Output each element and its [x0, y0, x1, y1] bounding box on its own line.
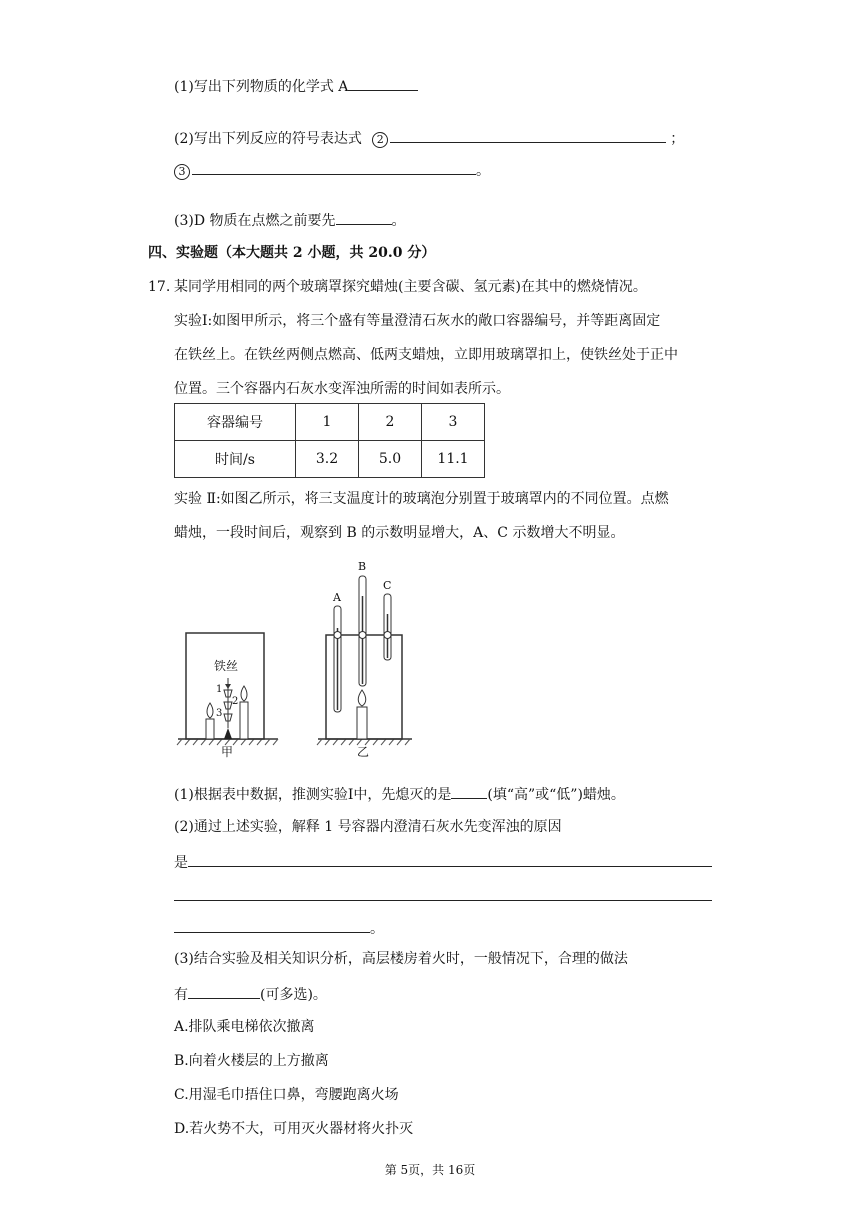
q17-sub2-answer-blank-2[interactable]	[174, 886, 712, 901]
section-header: 四、实验题（本大题共 2 小题，共 20.0 分）	[148, 245, 436, 261]
q17-sub2-line3	[174, 886, 712, 906]
thermometer-label-c: C	[383, 579, 392, 592]
q17-intro: 某同学用相同的两个玻璃罩探究蜡烛(主要含碳、氢元素)在其中的燃烧情况。	[174, 279, 647, 295]
q17-sub1-answer-blank[interactable]	[451, 784, 487, 799]
table-cell: 3	[422, 404, 485, 441]
q17-sub2-line1: (2)通过上述实验，解释 1 号容器内澄清石灰水先变浑浊的原因	[174, 819, 562, 835]
q17-sub2-prefix: 是	[174, 855, 188, 871]
table-cell: 11.1	[422, 441, 485, 478]
q17-number: 17.	[148, 279, 171, 295]
table-row	[175, 404, 485, 441]
q16-part3	[174, 210, 406, 230]
q16-part3-text: (3)D 物质在点燃之前要先	[174, 213, 336, 229]
q16-part3-answer-blank[interactable]	[336, 210, 392, 225]
container-label-3: 3	[216, 708, 223, 719]
table-cell: 3.2	[296, 441, 359, 478]
table-row	[175, 441, 485, 478]
q16-part2-line2	[174, 160, 490, 180]
q17-sub3-prefix: 有	[174, 987, 188, 1003]
experiment-figure	[0, 556, 860, 766]
q17-sub3-suffix: (可多选)。	[260, 987, 327, 1003]
q16-part2-period: 。	[476, 163, 490, 179]
q17-sub3-line2	[174, 984, 327, 1004]
circled-3-mark: 3	[174, 164, 190, 180]
circled-2-mark: 2	[372, 132, 388, 148]
figure-caption-yi: 乙	[357, 745, 370, 759]
thermometer-label-a: A	[333, 591, 341, 604]
q17-sub3-answer-blank[interactable]	[188, 984, 260, 999]
q17-sub2-line2	[174, 852, 712, 872]
q16-part2-blank-3[interactable]	[192, 160, 476, 175]
table-cell: 2	[359, 404, 422, 441]
figure-yi	[317, 576, 412, 745]
q17-option-c: C.用湿毛巾捂住口鼻，弯腰跑离火场	[174, 1087, 399, 1103]
q17-sub3-line1: (3)结合实验及相关知识分析，高层楼房着火时，一般情况下，合理的做法	[174, 951, 628, 967]
q16-part2-semicolon: ；	[670, 131, 685, 147]
q16-part1	[174, 76, 418, 96]
q17-option-d: D.若火势不大，可用灭火器材将火扑灭	[174, 1121, 414, 1137]
q17-exp1-line2: 在铁丝上。在铁丝两侧点燃高、低两支蜡烛，立即用玻璃罩扣上，使铁丝处于正中	[174, 347, 678, 363]
page-footer: 第 5页，共 16页	[384, 1163, 476, 1177]
figure-caption-jia: 甲	[221, 745, 234, 759]
container-label-2: 2	[232, 696, 239, 707]
q16-part3-period: 。	[391, 213, 406, 229]
q17-sub1-text-after: (填“高”或“低”)蜡烛。	[487, 787, 625, 803]
q17-sub1-text: (1)根据表中数据，推测实验Ⅰ中，先熄灭的是	[174, 787, 452, 803]
q16-part1-answer-blank[interactable]	[348, 76, 418, 91]
q17-sub2-answer-blank-1[interactable]	[188, 852, 712, 867]
q16-part1-text: (1)写出下列物质的化学式 A	[174, 79, 349, 95]
thermometer-label-b: B	[358, 560, 367, 573]
table-header-cell: 容器编号	[175, 404, 296, 441]
wire-label: 铁丝	[214, 659, 239, 673]
q17-option-a: A.排队乘电梯依次撤离	[174, 1019, 315, 1035]
table-cell: 5.0	[359, 441, 422, 478]
q17-sub1	[174, 784, 625, 804]
figure-jia	[177, 633, 278, 745]
q17-sub2-answer-blank-3[interactable]	[174, 918, 370, 933]
q17-sub2-line4	[174, 918, 384, 938]
q16-part2-blank-2[interactable]	[390, 128, 666, 143]
q16-part2	[174, 128, 684, 148]
q17-sub2-period: 。	[370, 921, 384, 937]
container-label-1: 1	[216, 684, 223, 695]
q17-exp1-line1: 实验Ⅰ:如图甲所示，将三个盛有等量澄清石灰水的敞口容器编号，并等距离固定	[174, 313, 661, 329]
container-time-table	[174, 403, 485, 478]
table-header-cell: 时间/s	[175, 441, 296, 478]
q17-exp1-line3: 位置。三个容器内石灰水变浑浊所需的时间如表所示。	[174, 381, 510, 397]
q17-option-b: B.向着火楼层的上方撤离	[174, 1053, 329, 1069]
q16-part2-text: (2)写出下列反应的符号表达式	[174, 131, 362, 147]
q17-exp2-line1: 实验 Ⅱ:如图乙所示，将三支温度计的玻璃泡分别置于玻璃罩内的不同位置。点燃	[174, 491, 669, 507]
q17-exp2-line2: 蜡烛，一段时间后，观察到 B 的示数明显增大，A、C 示数增大不明显。	[174, 525, 625, 541]
table-cell: 1	[296, 404, 359, 441]
